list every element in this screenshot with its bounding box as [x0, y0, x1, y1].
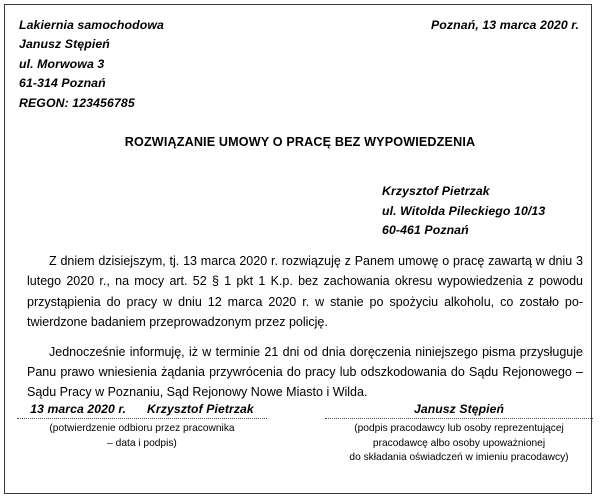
employer-signature-line	[325, 418, 593, 419]
document-title: ROZWIĄZANIE UMOWY O PRACĘ BEZ WYPOWIEDZENIA	[124, 135, 476, 149]
sender-address-block	[19, 16, 164, 113]
sender-line-name: Janusz Stępień	[19, 37, 110, 52]
employee-signature-date: 13 marca 2020 r.	[30, 402, 126, 416]
recipient-line-street: ul. Witolda Pileckiego 10/13	[382, 203, 546, 218]
employee-signature-line	[17, 418, 267, 419]
employee-signature-name: Krzysztof Pietrzak	[147, 402, 254, 416]
place-and-date: Poznań, 13 marca 2020 r.	[431, 18, 579, 32]
document-body	[27, 251, 583, 403]
employee-caption-line-2: – data i podpis)	[107, 437, 177, 449]
employer-signature-block	[325, 401, 593, 466]
employee-signature-block	[17, 401, 267, 451]
document-header	[19, 16, 579, 113]
employer-caption-line-2: pracodawcę albo osoby upoważnionej	[372, 437, 546, 449]
sender-line-city: 61-314 Poznań	[19, 76, 106, 91]
body-paragraph-appeal-rights: Jednocześnie informuję, iż w terminie 21 dni od dnia doręczenia niniejszego pisma przysługuje Panu prawo wniesienia żądania przywrócenia do pracy lub odszkodowania do Sądu Rejonowego – Sądu Pracy w Poznaniu, Sąd Rejonowy Nowe Miasto i Wilda.	[27, 344, 583, 400]
recipient-line-city: 60-461 Poznań	[382, 223, 469, 238]
employee-caption-line-1: (potwierdzenie odbioru przez pracownika	[49, 423, 235, 434]
recipient-address-block	[382, 182, 545, 241]
sender-line-regon: REGON: 123456785	[19, 95, 135, 110]
employer-signature-name: Janusz Stępień	[413, 402, 505, 416]
employer-signature-names	[325, 401, 593, 417]
document-frame	[4, 4, 592, 494]
sender-line-street: ul. Morwowa 3	[19, 56, 105, 71]
sender-line-company: Lakiernia samochodowa	[19, 18, 164, 32]
employer-caption-line-1: (podpis pracodawcy lub osoby reprezentującej	[354, 423, 564, 434]
recipient-line-name: Krzysztof Pietrzak	[382, 184, 490, 198]
employee-signature-caption	[17, 422, 267, 451]
body-paragraph-termination: Z dniem dzisiejszym, tj. 13 marca 2020 r. rozwiązuję z Panem umowę o pracę zawartą w dniu 3 lutego 2020 r., na mocy art. 52 § 1 pkt 1 K.p. bez zachowania okresu wypowiedzenia z powodu przystąpienia do pracy w dniu 12 marca 2020 r. w stanie po spożyciu alkoholu, co zostało potwierdzone badaniem przeprowadzonym przez policję.	[27, 254, 583, 329]
employer-caption-line-3: do składania oświadczeń w imieniu pracodawcy)	[349, 452, 569, 464]
employee-signature-names	[17, 401, 267, 417]
employer-signature-caption	[325, 422, 593, 466]
